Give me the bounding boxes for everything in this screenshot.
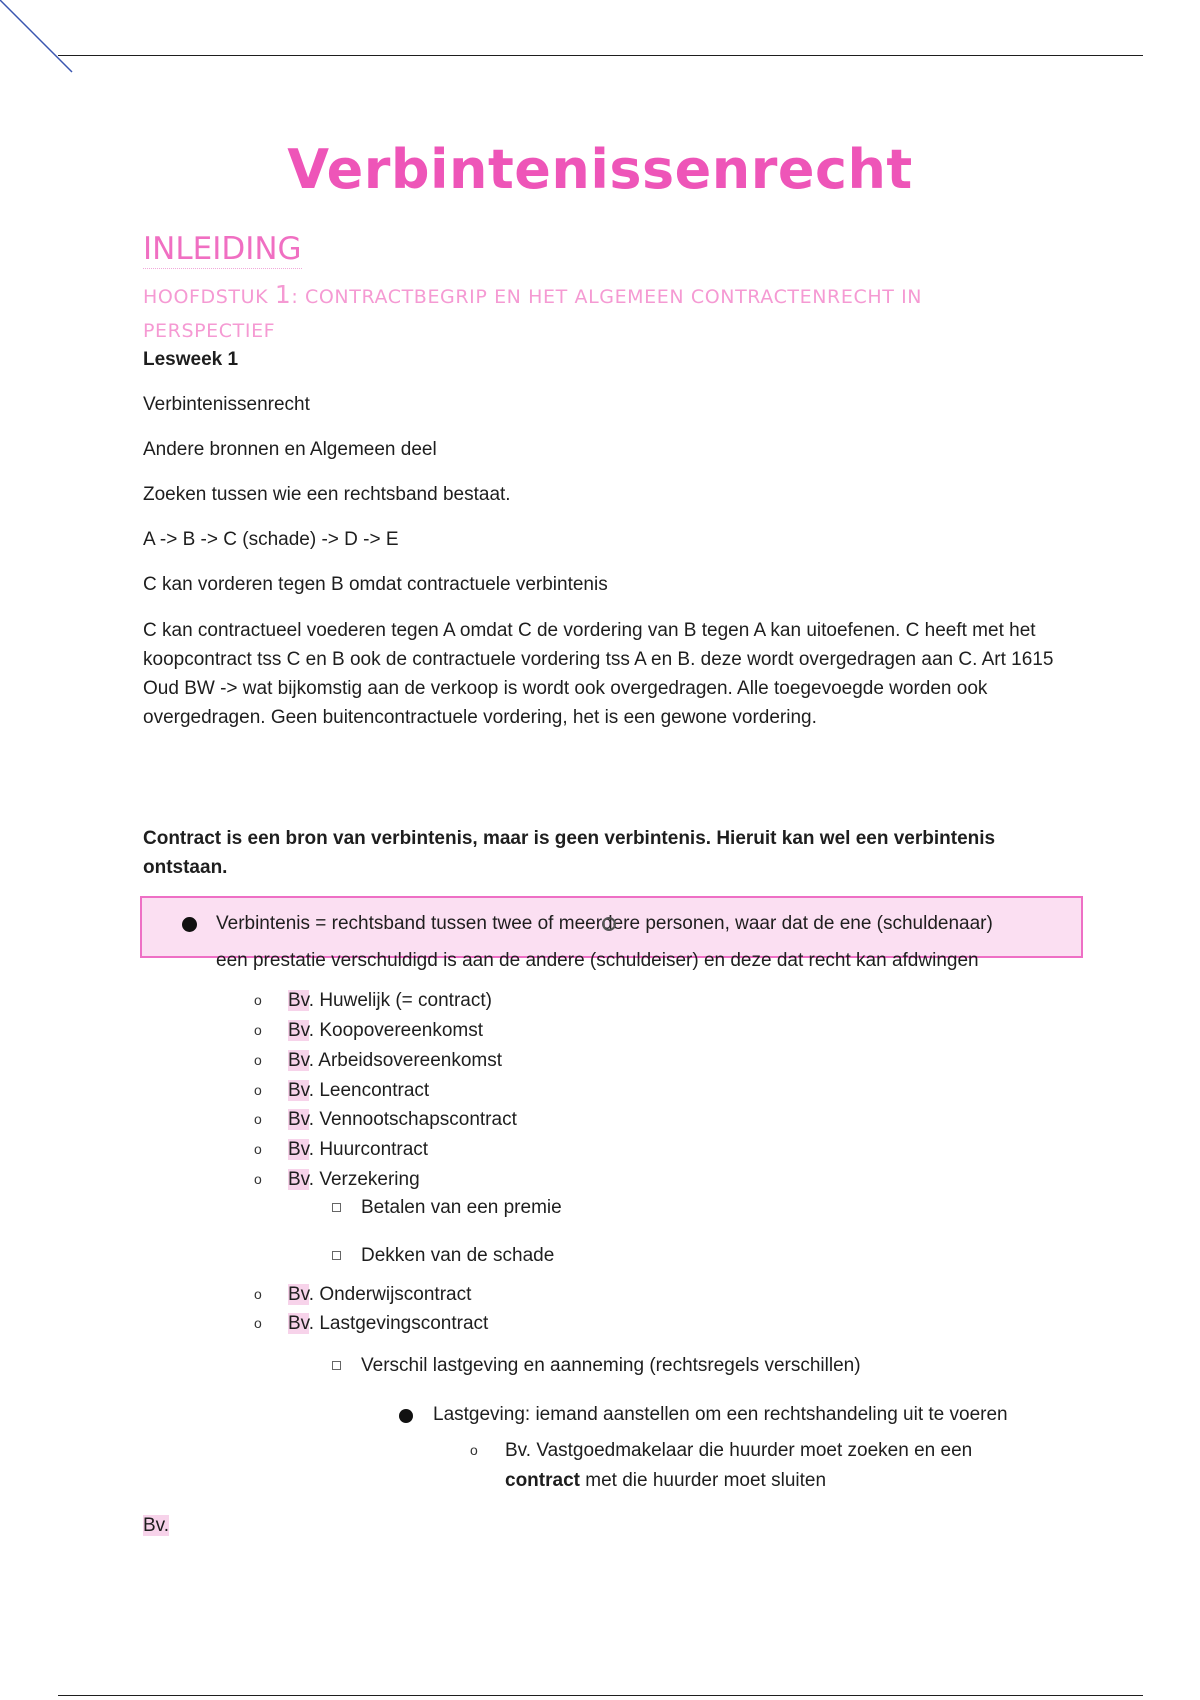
hollow-circle-icon: o [254,1022,262,1038]
hollow-circle-icon: o [254,1171,262,1187]
bullet-line-1: Verbintenis = rechtsband tussen twee of meerdere personen, waar dat de ene (schuldenaar) [216,913,993,934]
hollow-circle-icon: o [254,1315,262,1331]
cursor-icon [602,917,616,931]
paragraph-5: C kan vorderen tegen B omdat contractuele verbintenis [143,574,608,595]
hollow-square-icon [332,1361,341,1370]
footer-rule [58,1695,1143,1696]
paragraph-4: A -> B -> C (schade) -> D -> E [143,529,399,550]
hollow-square-icon [332,1203,341,1212]
example-item: Bv. Huwelijk (= contract) [288,990,492,1011]
hollow-circle-icon: o [254,1082,262,1098]
hollow-circle-icon: o [254,1286,262,1302]
example-item: Bv. Arbeidsovereenkomst [288,1050,503,1071]
paragraph-2: Andere bronnen en Algemeen deel [143,439,437,460]
bullet-dot-icon [182,917,197,932]
hollow-circle-icon: o [254,992,262,1008]
heading-inleiding: INLEIDING [143,231,302,267]
bullet-dot-icon [399,1409,413,1423]
hollow-square-icon [332,1251,341,1260]
example-item: Bv. Koopovereenkomst [288,1020,484,1041]
example-onderwijs: Bv. Onderwijscontract [288,1284,472,1305]
bold-statement: Contract is een bron van verbintenis, maar is geen verbintenis. Hieruit kan wel een verbintenis ontstaan. [143,828,996,878]
example-item: Bv. Verzekering [288,1169,420,1190]
hollow-circle-icon: o [254,1111,262,1127]
lastgeving-sub: Verschil lastgeving en aanneming (rechtsregels verschillen) [361,1355,861,1376]
chapter-heading: HOOFDSTUK 1: CONTRACTBEGRIP EN HET ALGEMEEN CONTRACTENRECHT IN PERSPECTIEF [143,280,923,342]
makelaar-line-1: Bv. Vastgoedmakelaar die huurder moet zoeken en een [505,1440,973,1461]
hollow-circle-icon: o [254,1052,262,1068]
bullet-line-2: een prestatie verschuldigd is aan de andere (schuldeiser) en deze dat recht kan afdwingen [216,950,979,971]
lastgeving-definition: Lastgeving: iemand aanstellen om een rechtshandeling uit te voeren [433,1404,1008,1425]
example-lastgeving: Bv. Lastgevingscontract [288,1313,489,1334]
paragraph-6: C kan contractueel voederen tegen A omdat C de vordering van B tegen A kan uitoefenen. C heeft met het koopcontract tss C en B ook de contractuele vordering tss A en B. deze wordt overgedragen aan C. Art 1615 Oud BW -> wat bijkomstig aan de verkoop is wordt ook overgedragen. Alle toegevoegde worden ook overgedragen. Geen buitencontractuele vordering, het is een gewone vordering. [143,620,1054,728]
paragraph-3: Zoeken tussen wie een rechtsband bestaat. [143,484,511,505]
hollow-circle-icon: o [470,1442,478,1458]
example-item: Bv. Huurcontract [288,1139,429,1160]
final-bv: Bv. [143,1515,170,1536]
makelaar-line-2: contract met die huurder moet sluiten [505,1470,827,1491]
hollow-circle-icon: o [254,1141,262,1157]
example-item: Bv. Vennootschapscontract [288,1109,517,1130]
insurance-sub-2: Dekken van de schade [361,1245,555,1266]
document-title: Verbintenissenrecht [287,138,913,201]
corner-decoration [0,0,80,80]
header-rule [58,55,1143,56]
lesweek-label: Lesweek 1 [143,349,239,370]
paragraph-1: Verbintenissenrecht [143,394,310,415]
insurance-sub-1: Betalen van een premie [361,1197,562,1218]
example-item: Bv. Leencontract [288,1080,430,1101]
